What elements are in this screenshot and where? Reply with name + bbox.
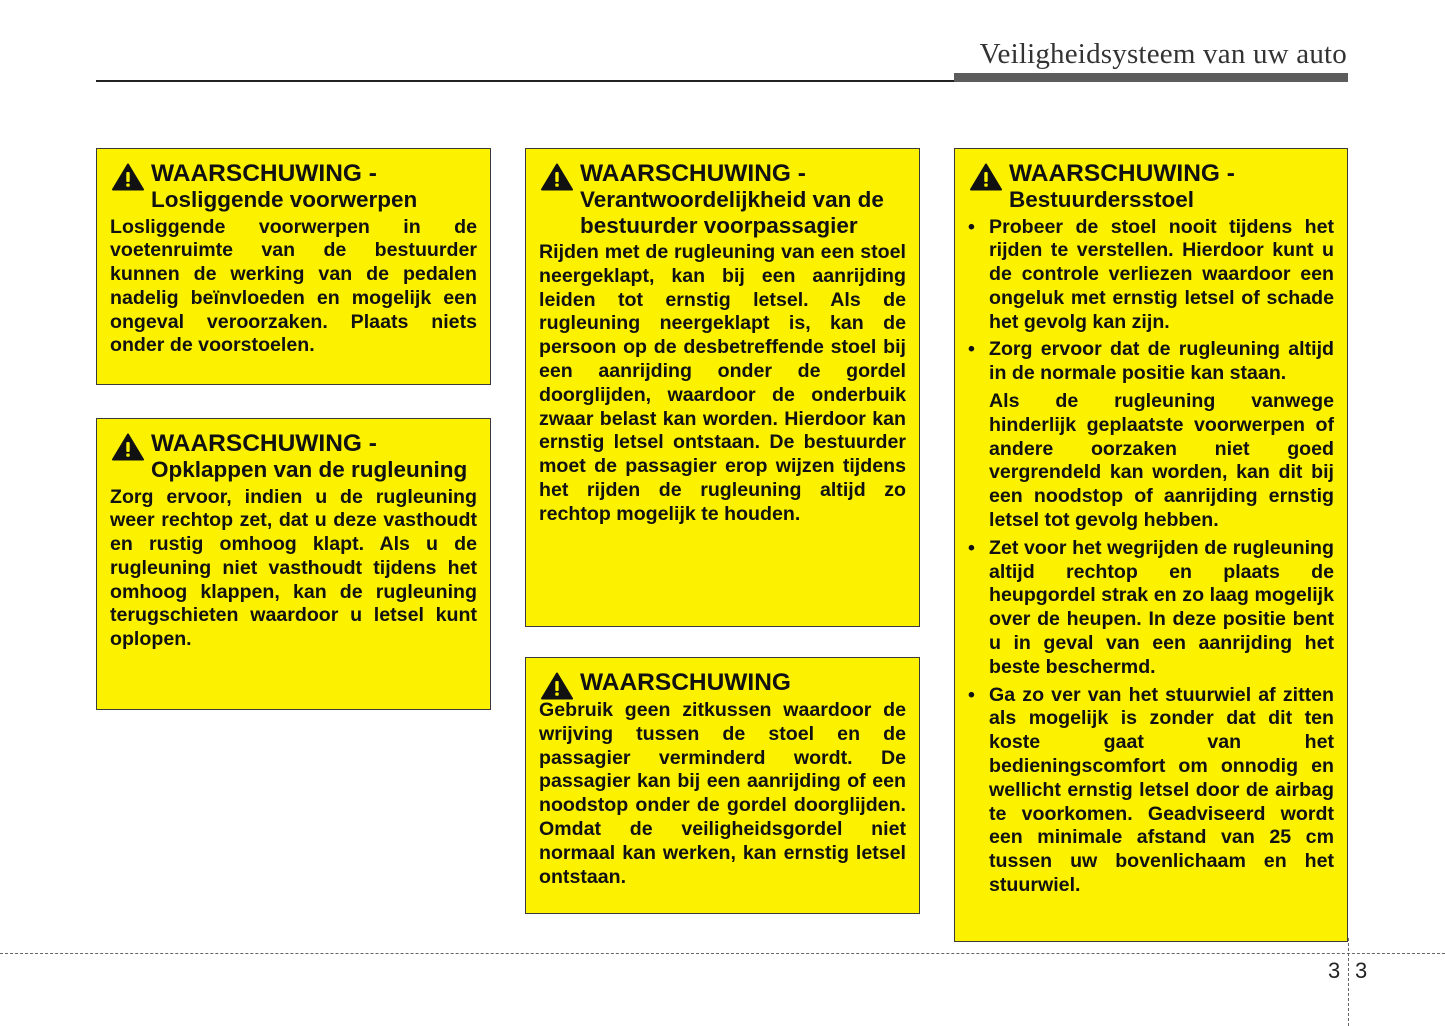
bullet-item bbox=[968, 537, 1334, 680]
warning-box-folding-backrest bbox=[96, 418, 491, 710]
warning-heading bbox=[539, 670, 906, 696]
warning-triangle-icon bbox=[541, 163, 573, 191]
warning-triangle-icon bbox=[112, 433, 144, 461]
warning-title: WAARSCHUWING - bbox=[1009, 160, 1235, 187]
warning-body: Gebruik geen zitkussen waardoor de wrijving tussen de stoel en de passagier verminderd wordt. De passagier kan bij een aanrijding of een noodstop onder de gordel doorglijden. Omdat de veiligheidsgordel niet normaal kan werken, kan ernstig letsel ontstaan. bbox=[539, 699, 906, 888]
warning-box-driver-seat bbox=[954, 148, 1348, 942]
warning-subtitle: Verantwoordelijkheid van de bestuurder voorpassagier bbox=[580, 187, 884, 238]
bullet-item bbox=[968, 684, 1334, 898]
warning-box-loose-objects bbox=[96, 148, 491, 385]
header-tab-bar bbox=[954, 73, 1348, 82]
warning-body: Zorg ervoor, indien u de rugleuning weer rechtop zet, dat u deze vasthoudt en rustig omhoog klapt. Als u de rugleuning niet vasthoudt tijdens het omhoog klappen, kan de rugleuning terugschieten waardoor u letsel kunt oplopen. bbox=[110, 485, 477, 651]
bullet-text: Ga zo ver van het stuurwiel af zitten als mogelijk is zonder dat dit ten koste gaat van het bedieningscomfort om onnodig en wellicht ernstig letsel door de airbag te voorkomen. Geadviseerd wordt een minimale afstand van 25 cm tussen uw bovenlichaam en het stuurwiel. bbox=[989, 683, 1334, 897]
bullet-item bbox=[968, 216, 1334, 335]
warning-title: WAARSCHUWING - bbox=[151, 160, 377, 187]
warning-triangle-icon bbox=[541, 672, 573, 700]
warning-heading bbox=[539, 161, 906, 238]
warning-title: WAARSCHUWING - bbox=[151, 430, 377, 457]
bullet-extra-text: Als de rugleuning vanwege hinderlijk geplaatste voorwerpen of andere oorzaken niet goed vergrendeld kan worden, kan dit bij een noodstop of aanrijding ernstig letsel tot gevolg hebben. bbox=[989, 390, 1334, 532]
bullet-text: Zorg ervoor dat de rugleuning altijd in de normale positie kan staan. bbox=[989, 338, 1334, 385]
warning-heading bbox=[968, 161, 1334, 213]
warning-triangle-icon bbox=[112, 163, 144, 191]
warning-triangle-icon bbox=[970, 163, 1002, 191]
warning-body: Losliggende voorwerpen in de voetenruimte van de bestuurder kunnen de werking van de pedalen nadelig beïnvloeden en mogelijk een ongeval veroorzaken. Plaats niets onder de voorstoelen. bbox=[110, 215, 477, 357]
warning-title: WAARSCHUWING - bbox=[580, 160, 806, 187]
bullet-icon: • bbox=[968, 536, 975, 559]
bullet-icon: • bbox=[968, 215, 975, 238]
warning-heading bbox=[110, 161, 477, 213]
section-header-title: Veiligheidsysteem van uw auto bbox=[979, 38, 1347, 70]
warning-body: Rijden met de rugleuning van een stoel neergeklapt, kan bij een aanrijding leiden tot ernstig letsel. Als de rugleuning neergeklapt is, kan de persoon op de desbetreffende stoel bij een aanrijding onder de gordel doorglijden, waardoor de onderbuik zwaar belast kan worden. Hierdoor kan ernstig letsel ontstaan. De bestuurder moet de passagier erop wijzen tijdens het rijden de rugleuning altijd zo rechtop mogelijk te houden. bbox=[539, 241, 906, 525]
bullet-icon: • bbox=[968, 338, 975, 361]
warning-bullet-list bbox=[968, 216, 1334, 898]
warning-subtitle: Opklappen van de rugleuning bbox=[151, 457, 468, 482]
bullet-text: Zet voor het wegrijden de rugleuning altijd rechtop en plaats de heupgordel strak en zo laag mogelijk over de heupen. In deze positie bent u in geval van een aanrijding het beste beschermd. bbox=[989, 536, 1334, 678]
footer-dashed-rule bbox=[0, 953, 1445, 954]
warning-title: WAARSCHUWING bbox=[580, 669, 791, 696]
warning-box-driver-responsibility bbox=[525, 148, 920, 627]
warning-subtitle: Bestuurdersstoel bbox=[1009, 187, 1195, 212]
bullet-item bbox=[968, 338, 1334, 532]
warning-box-seat-cushion bbox=[525, 657, 920, 914]
chapter-number: 3 bbox=[1328, 958, 1341, 983]
bullet-text: Probeer de stoel nooit tijdens het rijden te verstellen. Hierdoor kunt u de controle verliezen waardoor een ongeluk met ernstig letsel of schade het gevolg kan zijn. bbox=[989, 215, 1334, 333]
bullet-icon: • bbox=[968, 683, 975, 706]
page-number: 3 bbox=[1355, 958, 1368, 983]
footer-dashed-divider bbox=[1348, 938, 1349, 1026]
warning-heading bbox=[110, 431, 477, 483]
warning-subtitle: Losliggende voorwerpen bbox=[151, 187, 418, 212]
